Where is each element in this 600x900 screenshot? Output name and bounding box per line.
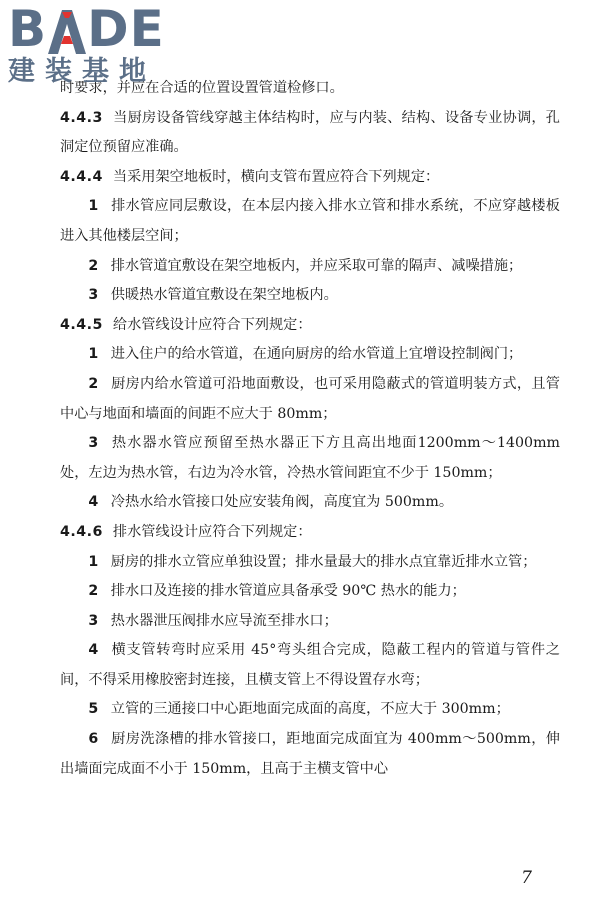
paragraph-text: 厨房内给水管道可沿地面敷设，也可采用隐蔽式的管道明装方式，且管中心与地面和墙面的间距不应大于 80mm；	[60, 375, 560, 422]
item-number: 3	[88, 287, 99, 304]
item-number: 4	[88, 494, 99, 511]
list-item	[60, 488, 560, 518]
clause-paragraph	[60, 104, 560, 163]
item-number: 1	[88, 553, 99, 570]
list-item	[60, 636, 560, 695]
logo-wordmark	[8, 0, 183, 58]
list-item	[60, 192, 560, 251]
list-item	[60, 370, 560, 429]
paragraph-text: 热水器泄压阀排水应导流至排水口；	[110, 612, 338, 629]
list-item	[60, 695, 560, 725]
paragraph-text: 当采用架空地板时，横向支管布置应符合下列规定：	[112, 168, 440, 185]
document-body	[60, 74, 560, 784]
clause-paragraph	[60, 311, 560, 341]
paragraph-text: 横支管转弯时应采用 45°弯头组合完成，隐蔽工程内的管道与管件之间，不得采用橡胶密封连接，且横支管上不得设置存水弯；	[60, 642, 560, 688]
list-item	[60, 548, 560, 578]
clause-number: 4.4.6	[60, 523, 103, 540]
list-item	[60, 281, 560, 311]
brand-logo	[8, 0, 183, 96]
clause-number: 4.4.3	[60, 109, 103, 126]
item-number: 2	[88, 583, 99, 600]
paragraph-text: 排水管道宜敷设在架空地板内，并应采取可靠的隔声、减噪措施；	[110, 257, 523, 274]
paragraph-text: 热水器水管应预留至热水器正下方且高出地面1200mm～1400mm 处，左边为热水管，右边为冷水管，冷热水管间距宜不少于 150mm；	[60, 435, 560, 481]
item-number: 4	[88, 642, 99, 659]
paragraph-text: 冷热水给水管接口处应安装角阀，高度宜为 500mm。	[110, 494, 454, 511]
item-number: 2	[88, 375, 99, 392]
paragraph-text: 厨房的排水立管应单独设置；排水量最大的排水点宜靠近排水立管；	[110, 553, 537, 570]
item-number: 1	[88, 346, 99, 363]
paragraph-text: 排水管线设计应符合下列规定：	[112, 523, 312, 540]
list-item	[60, 577, 560, 607]
clause-number: 4.4.5	[60, 316, 103, 333]
item-number: 3	[88, 612, 99, 629]
item-number: 6	[88, 731, 99, 748]
paragraph-text: 给水管线设计应符合下列规定：	[112, 316, 312, 333]
item-number: 3	[88, 435, 99, 452]
paragraph-text: 进入住户的给水管道，在通向厨房的给水管道上宜增设控制阀门；	[110, 346, 523, 363]
clause-paragraph	[60, 518, 560, 548]
paragraph-text: 时要求，并应在合适的位置设置管道检修口。	[60, 80, 344, 96]
list-item	[60, 340, 560, 370]
page-number: 7	[521, 868, 532, 888]
logo-letter-b: B	[8, 0, 48, 58]
paragraph-text: 排水口及连接的排水管道应具备承受 90℃ 热水的能力；	[110, 583, 466, 600]
list-item	[60, 429, 560, 488]
item-number: 5	[88, 701, 99, 718]
paragraph-text: 当厨房设备管线穿越主体结构时，应与内装、结构、设备专业协调，孔洞定位预留应准确。	[60, 109, 560, 156]
paragraph-text: 排水管应同层敷设，在本层内接入排水立管和排水系统，不应穿越楼板进入其他楼层空间；	[60, 198, 560, 244]
logo-subtitle: 建装基地	[8, 56, 156, 87]
list-item	[60, 725, 560, 784]
logo-letter-a-icon	[48, 10, 86, 54]
item-number: 2	[88, 257, 99, 274]
clause-paragraph	[60, 163, 560, 193]
paragraph-text: 厨房洗涤槽的排水管接口，距地面完成面宜为 400mm～500mm，伸出墙面完成面不小于 150mm，且高于主横支管中心	[60, 731, 560, 777]
logo-letter-d: D	[87, 0, 130, 58]
logo-letter-e: E	[129, 0, 165, 58]
paragraph-text: 立管的三通接口中心距地面完成面的高度，不应大于 300mm；	[110, 701, 510, 718]
list-item	[60, 252, 560, 282]
paragraph-text: 供暖热水管道宜敷设在架空地板内。	[110, 287, 338, 304]
list-item	[60, 607, 560, 637]
item-number: 1	[88, 198, 99, 215]
clause-number: 4.4.4	[60, 168, 103, 185]
logo-a-shape	[48, 10, 86, 54]
